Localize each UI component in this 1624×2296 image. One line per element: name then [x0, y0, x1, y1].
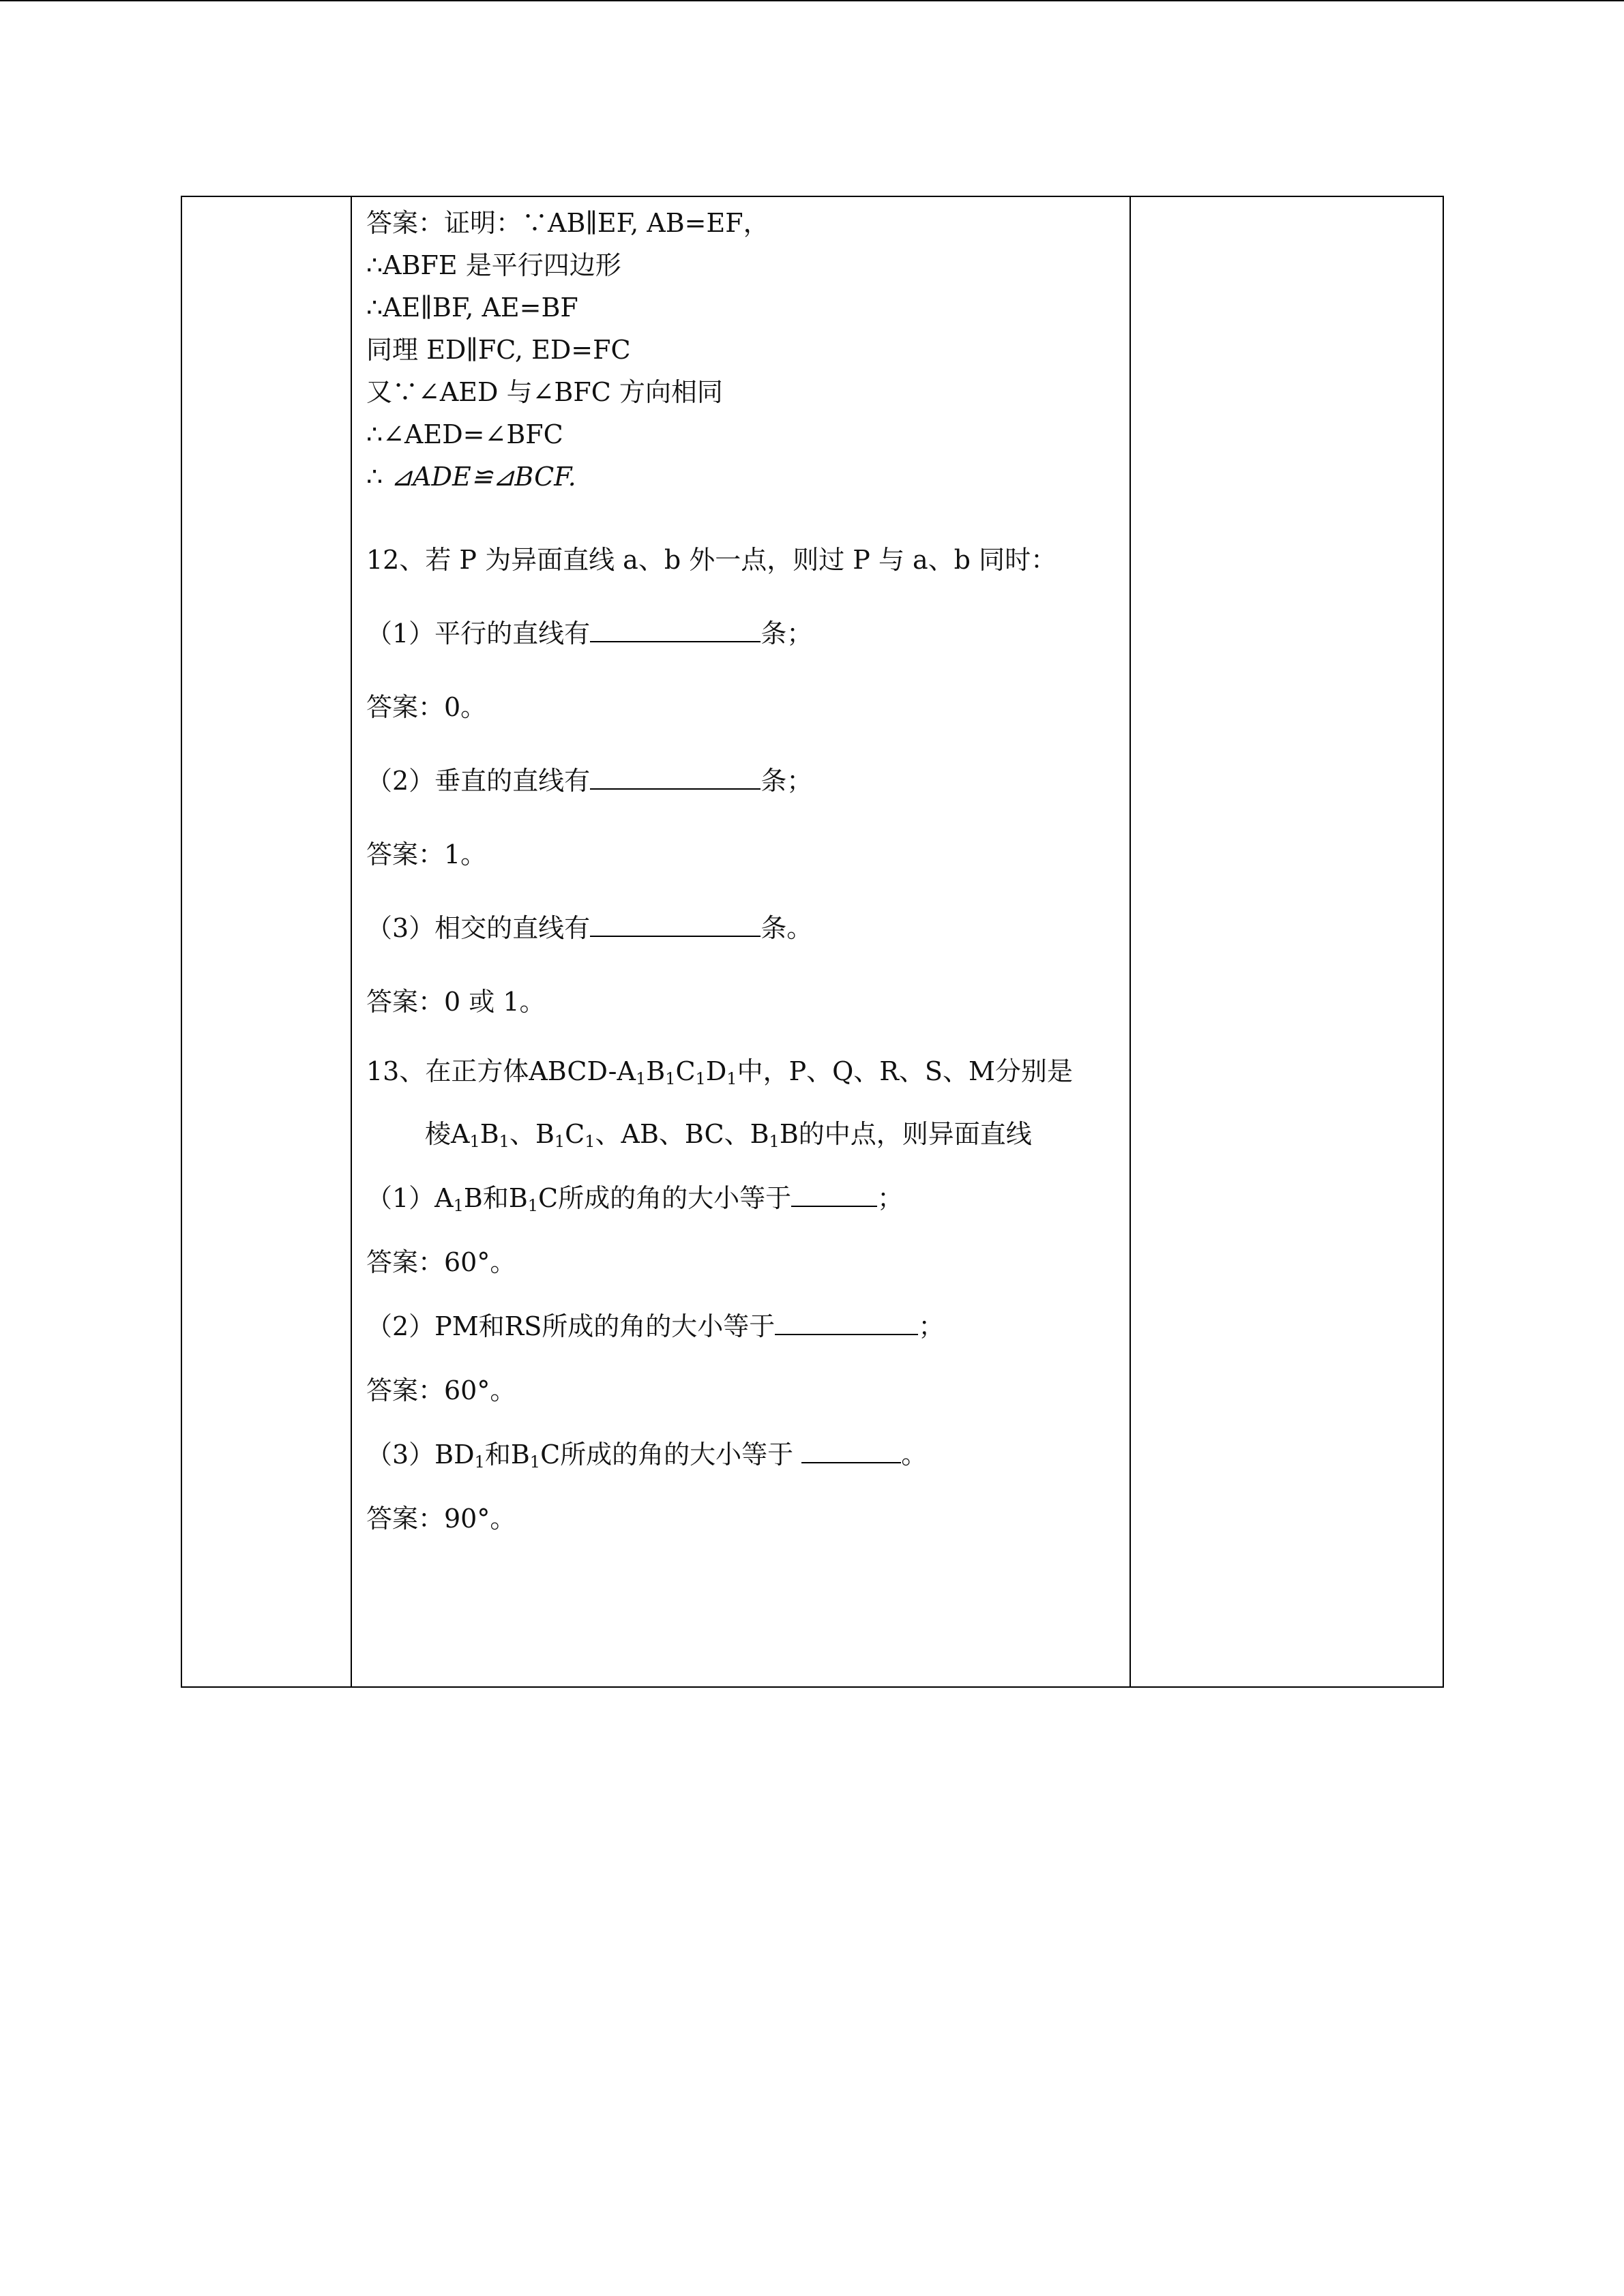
answer-blank	[775, 1308, 918, 1335]
answer-blank	[590, 615, 761, 642]
q13-answer-3: 答案：90°。	[366, 1504, 516, 1534]
q12-answer-2: 答案：1。	[366, 839, 487, 869]
q12-answer-3: 答案：0 或 1。	[366, 987, 546, 1017]
proof-line-2: ∴ABFE 是平行四边形	[366, 250, 621, 280]
answer-blank	[791, 1180, 877, 1207]
q13-part-2: （2）PM和RS所成的角的大小等于 ；	[366, 1305, 1117, 1347]
q12-answer-1: 答案：0。	[366, 692, 487, 722]
page-top-rule	[0, 0, 1624, 1]
q12-part-2: （2）垂直的直线有 条；	[366, 760, 1117, 802]
q13-stem: 13、在正方体ABCD-$A_1B_1C_1D_1$中，P、Q、R、S、M分别是	[366, 1056, 1073, 1088]
q13-part-1: $(1)A_1B$和$B_1C$所成的角的大小等于 ；	[366, 1177, 1117, 1219]
answer-blank	[801, 1436, 901, 1463]
table-column-divider-left	[351, 197, 352, 1686]
q13-part-3: $(3)BD_1$和$B_1C$所成的角的大小等于 。	[366, 1433, 1117, 1476]
proof-line-3: ∴AE∥BF, AE=BF	[366, 293, 578, 323]
proof-line-1: 答案：证明：∵AB∥EF, AB=EF，	[366, 208, 769, 238]
q13-stem-continued: 棱$A_1B_1$、$B_1C_1$、AB、BC、$B_1B$的中点，则异面直线	[425, 1119, 1032, 1151]
proof-line-5: 又∵∠AED 与∠BFC 方向相同	[366, 377, 723, 407]
proof-line-4: 同理 ED∥FC, ED=FC	[366, 335, 631, 365]
q12-stem: 12、若 P 为异面直线 a、b 外一点，则过 P 与 a、b 同时：	[366, 545, 1057, 575]
table-column-divider-right	[1130, 197, 1131, 1686]
q13-answer-1: 答案：60°。	[366, 1247, 516, 1277]
q13-answer-2: 答案：60°。	[366, 1375, 516, 1405]
q12-part-3: （3）相交的直线有 条。	[366, 907, 1117, 949]
congruence-statement: ⊿ADE≌⊿BCF.	[391, 462, 576, 492]
q12-part-1: （1）平行的直线有 条；	[366, 612, 1117, 655]
answer-blank	[590, 762, 761, 790]
main-content-cell	[366, 202, 1117, 1540]
answer-blank	[590, 910, 761, 937]
proof-line-6: ∴∠AED=∠BFC	[366, 419, 563, 449]
proof-conclusion: ∴ ⊿ADE≌⊿BCF.	[366, 462, 576, 492]
